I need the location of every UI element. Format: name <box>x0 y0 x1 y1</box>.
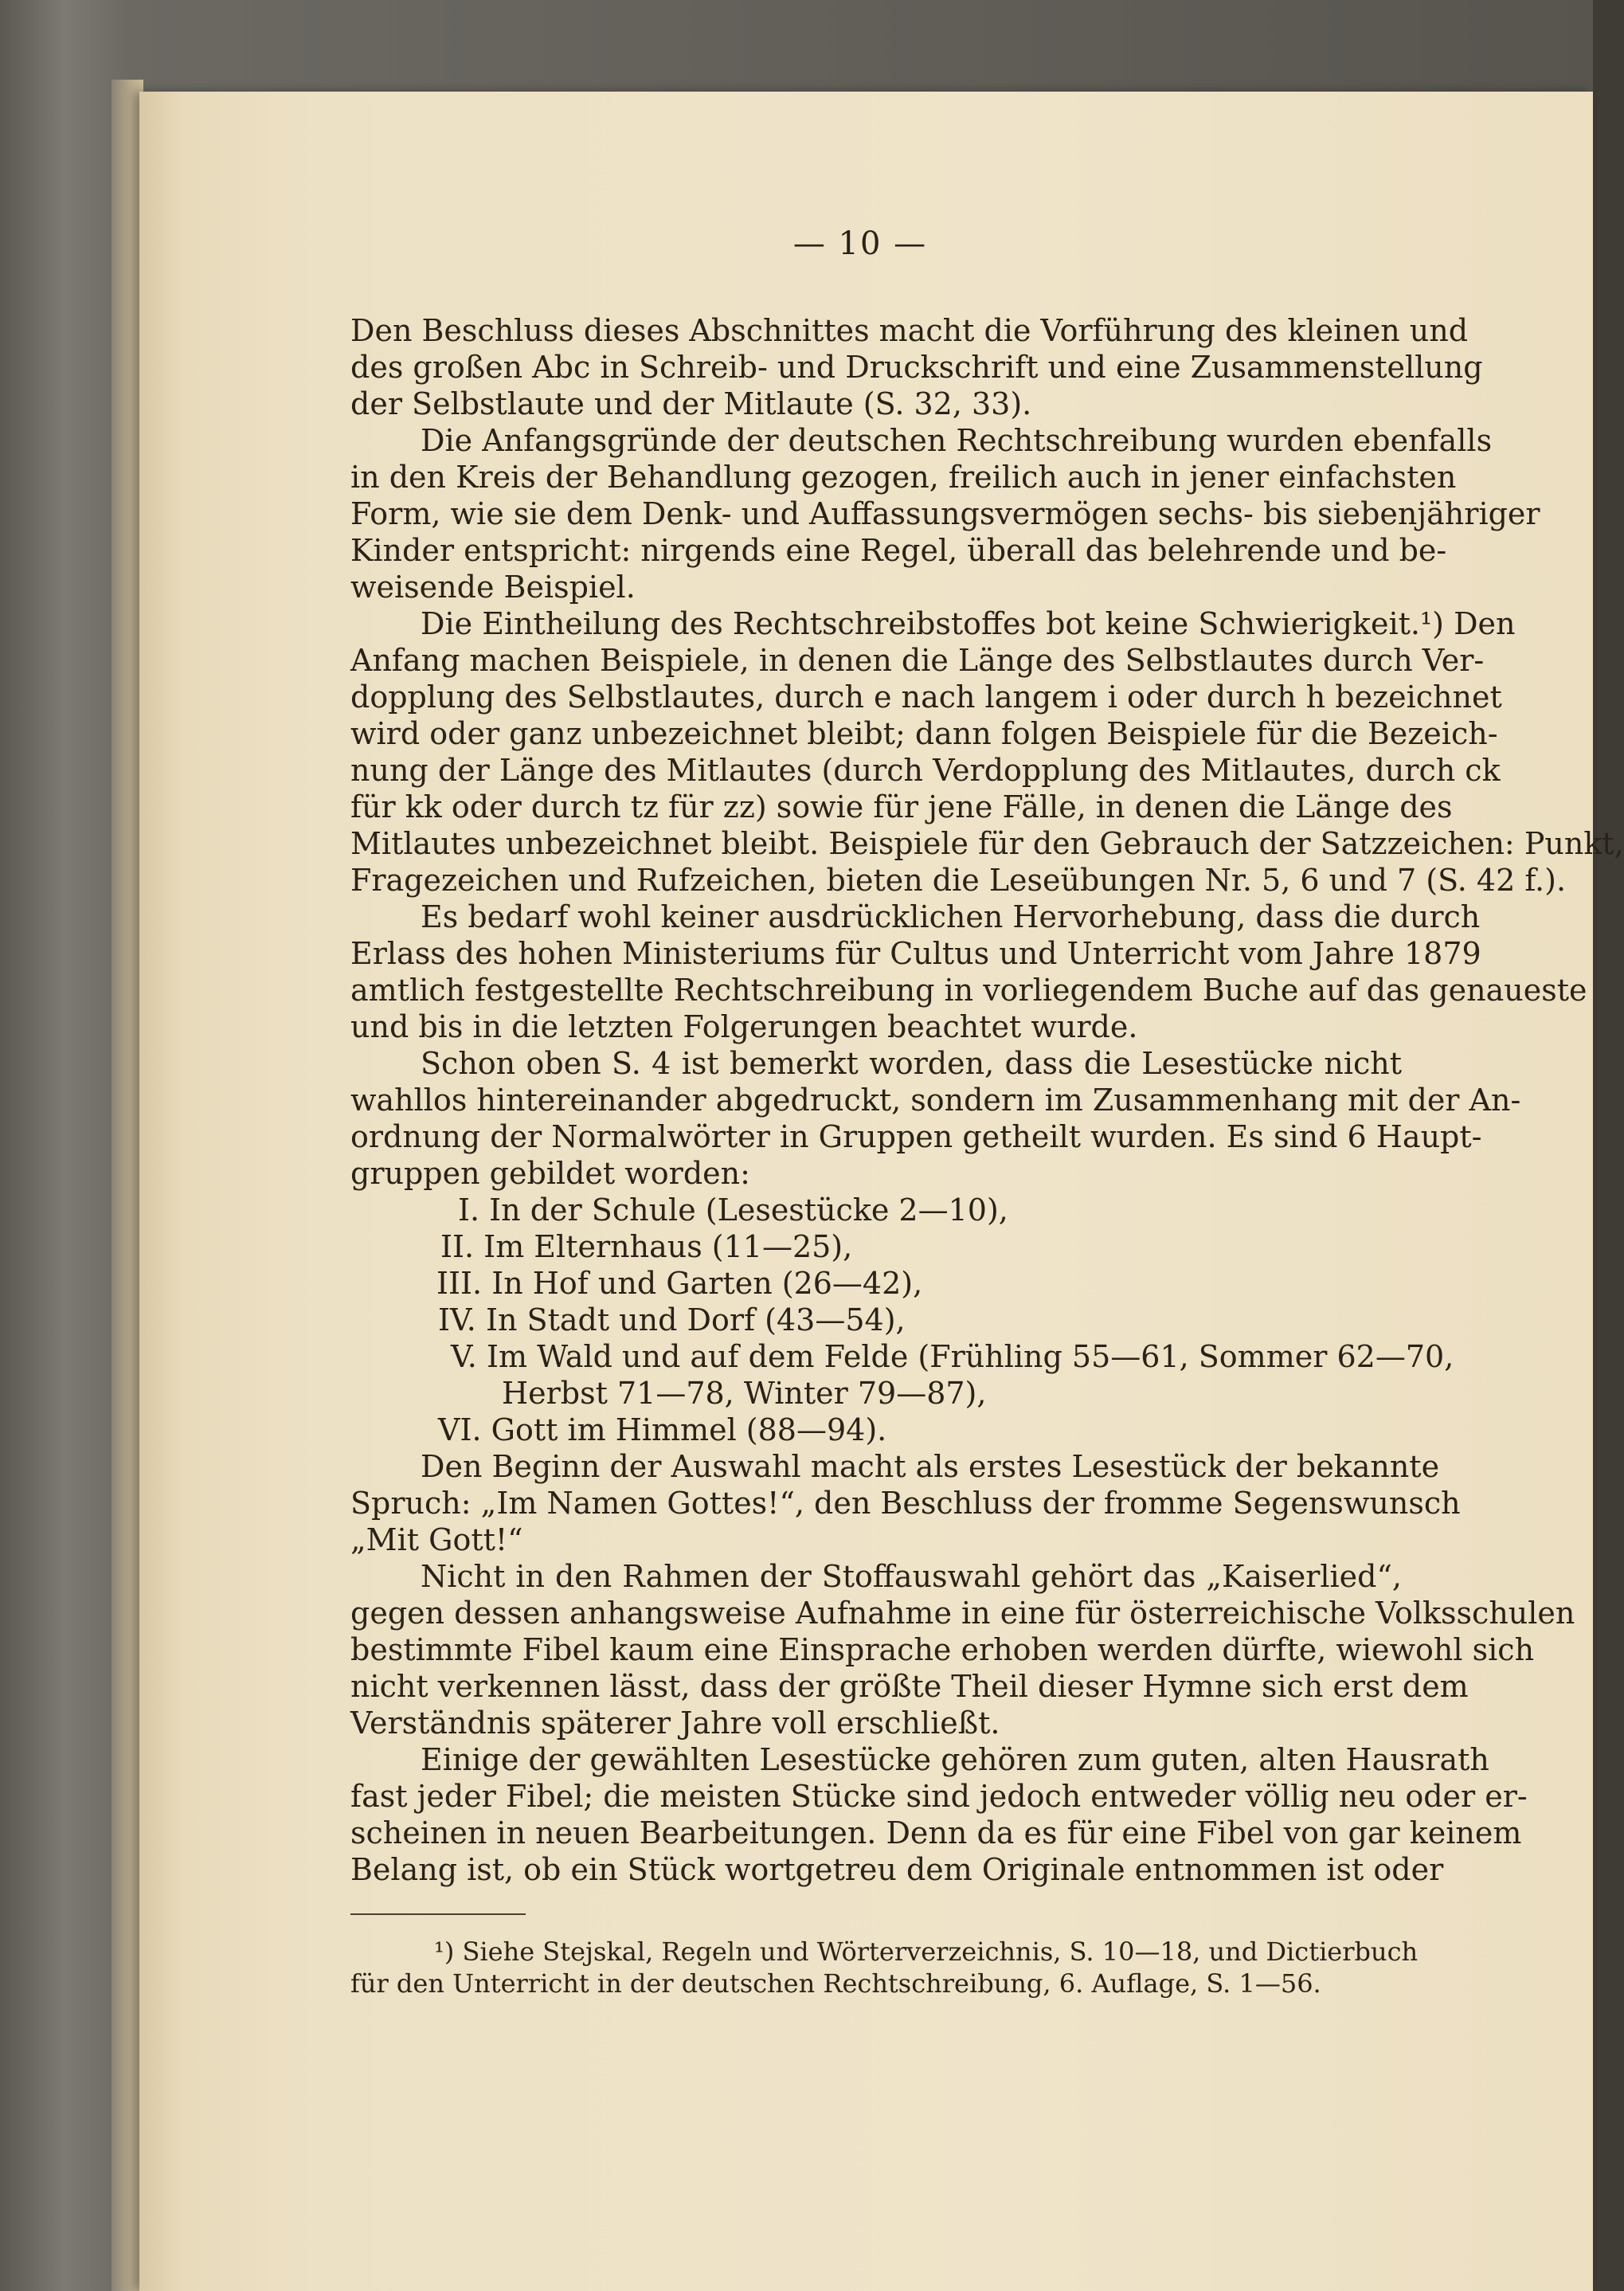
text-line: scheinen in neuen Bearbeitungen. Denn da es für eine Fibel von gar keinem <box>350 1815 1522 1850</box>
text-line: amtlich festgestellte Rechtschreibung in vorliegendem Buche auf das genaueste <box>350 973 1587 1008</box>
text-line: und bis in die letzten Folgerungen beachtet wurde. <box>350 1009 1138 1044</box>
text-line: Es bedarf wohl keiner ausdrücklichen Hervorhebung, dass die durch <box>421 899 1481 934</box>
text-line: nung der Länge des Mitlautes (durch Verdopplung des Mitlautes, durch ck <box>350 753 1501 788</box>
text-line: Kinder entspricht: nirgends eine Regel, überall das belehrende und be- <box>350 533 1447 568</box>
text-line: Mitlautes unbezeichnet bleibt. Beispiele für den Gebrauch der Satzzeichen: Punkt, <box>350 826 1624 861</box>
text-line: Erlass des hohen Ministeriums für Cultus und Unterricht vom Jahre 1879 <box>350 936 1481 971</box>
text-line: Einige der gewählten Lesestücke gehören zum guten, alten Hausrath <box>421 1742 1489 1777</box>
text-line: in den Kreis der Behandlung gezogen, freilich auch in jener einfachsten <box>350 460 1457 495</box>
text-line: gruppen gebildet worden: <box>350 1156 750 1191</box>
footnote-rule <box>350 1913 526 1915</box>
footnote-line: ¹) Siehe Stejskal, Regeln und Wörterverzeichnis, S. 10—18, und Dictierbuch <box>434 1937 1419 1967</box>
page-number: — 10 — <box>792 225 928 262</box>
text-line: nicht verkennen lässt, dass der größte Theil dieser Hymne sich erst dem <box>350 1669 1469 1704</box>
text-line: Belang ist, ob ein Stück wortgetreu dem Originale entnommen ist oder <box>350 1852 1444 1887</box>
text-line: bestimmte Fibel kaum eine Einsprache erhoben werden dürfte, wiewohl sich <box>350 1632 1535 1667</box>
text-line: Schon oben S. 4 ist bemerkt worden, dass die Lesestücke nicht <box>421 1046 1402 1081</box>
text-line: gegen dessen anhangsweise Aufnahme in eine für österreichische Volksschulen <box>350 1596 1575 1631</box>
text-line: Den Beschluss dieses Abschnittes macht die Vorführung des kleinen und <box>350 313 1469 348</box>
group-item: I. In der Schule (Lesestücke 2—10), <box>458 1192 1008 1228</box>
group-item: VI. Gott im Himmel (88—94). <box>438 1412 887 1447</box>
text-line: Spruch: „Im Namen Gottes!“, den Beschluss der fromme Segenswunsch <box>350 1486 1461 1521</box>
text-line: ordnung der Normalwörter in Gruppen getheilt wurden. Es sind 6 Haupt- <box>350 1119 1482 1154</box>
text-line: wird oder ganz unbezeichnet bleibt; dann folgen Beispiele für die Bezeich- <box>350 716 1498 751</box>
text-line: Fragezeichen und Rufzeichen, bieten die Leseübungen Nr. 5, 6 und 7 (S. 42 f.). <box>350 863 1567 898</box>
text-line: Verständnis späterer Jahre voll erschließt. <box>350 1706 1000 1741</box>
text-line: Anfang machen Beispiele, in denen die Länge des Selbstlautes durch Ver- <box>350 643 1485 678</box>
text-line: für kk oder durch tz für zz) sowie für jene Fälle, in denen die Länge des <box>350 789 1453 824</box>
text-line: „Mit Gott!“ <box>350 1522 523 1557</box>
footnote-line: für den Unterricht in der deutschen Rechtschreibung, 6. Auflage, S. 1—56. <box>350 1968 1321 1999</box>
text-line: Die Eintheilung des Rechtschreibstoffes bot keine Schwierigkeit.¹) Den <box>421 606 1516 641</box>
text-line: Nicht in den Rahmen der Stoffauswahl gehört das „Kaiserlied“, <box>421 1559 1402 1594</box>
group-item: IV. In Stadt und Dorf (43—54), <box>438 1302 906 1337</box>
text-line: Den Beginn der Auswahl macht als erstes Lesestück der bekannte <box>421 1449 1440 1484</box>
text-line: des großen Abc in Schreib- und Druckschrift und eine Zusammenstellung <box>350 350 1483 385</box>
group-item: II. Im Elternhaus (11—25), <box>440 1229 853 1264</box>
group-item: V. Im Wald und auf dem Felde (Frühling 55—61, Sommer 62—70, <box>451 1339 1454 1374</box>
text-line: fast jeder Fibel; die meisten Stücke sind jedoch entweder völlig neu oder er- <box>350 1779 1528 1814</box>
text-line: dopplung des Selbstlautes, durch e nach langem i oder durch h bezeichnet <box>350 679 1502 715</box>
group-item-continuation: Herbst 71—78, Winter 79—87), <box>502 1376 987 1411</box>
text-line: wahllos hintereinander abgedruckt, sondern im Zusammenhang mit der An- <box>350 1083 1521 1118</box>
text-line: der Selbstlaute und der Mitlaute (S. 32, 33). <box>350 386 1032 421</box>
text-line: Form, wie sie dem Denk- und Auffassungsvermögen sechs- bis siebenjähriger <box>350 496 1540 531</box>
group-item: III. In Hof und Garten (26—42), <box>436 1266 923 1301</box>
text-line: weisende Beispiel. <box>350 570 636 605</box>
text-line: Die Anfangsgründe der deutschen Rechtschreibung wurden ebenfalls <box>421 423 1493 458</box>
